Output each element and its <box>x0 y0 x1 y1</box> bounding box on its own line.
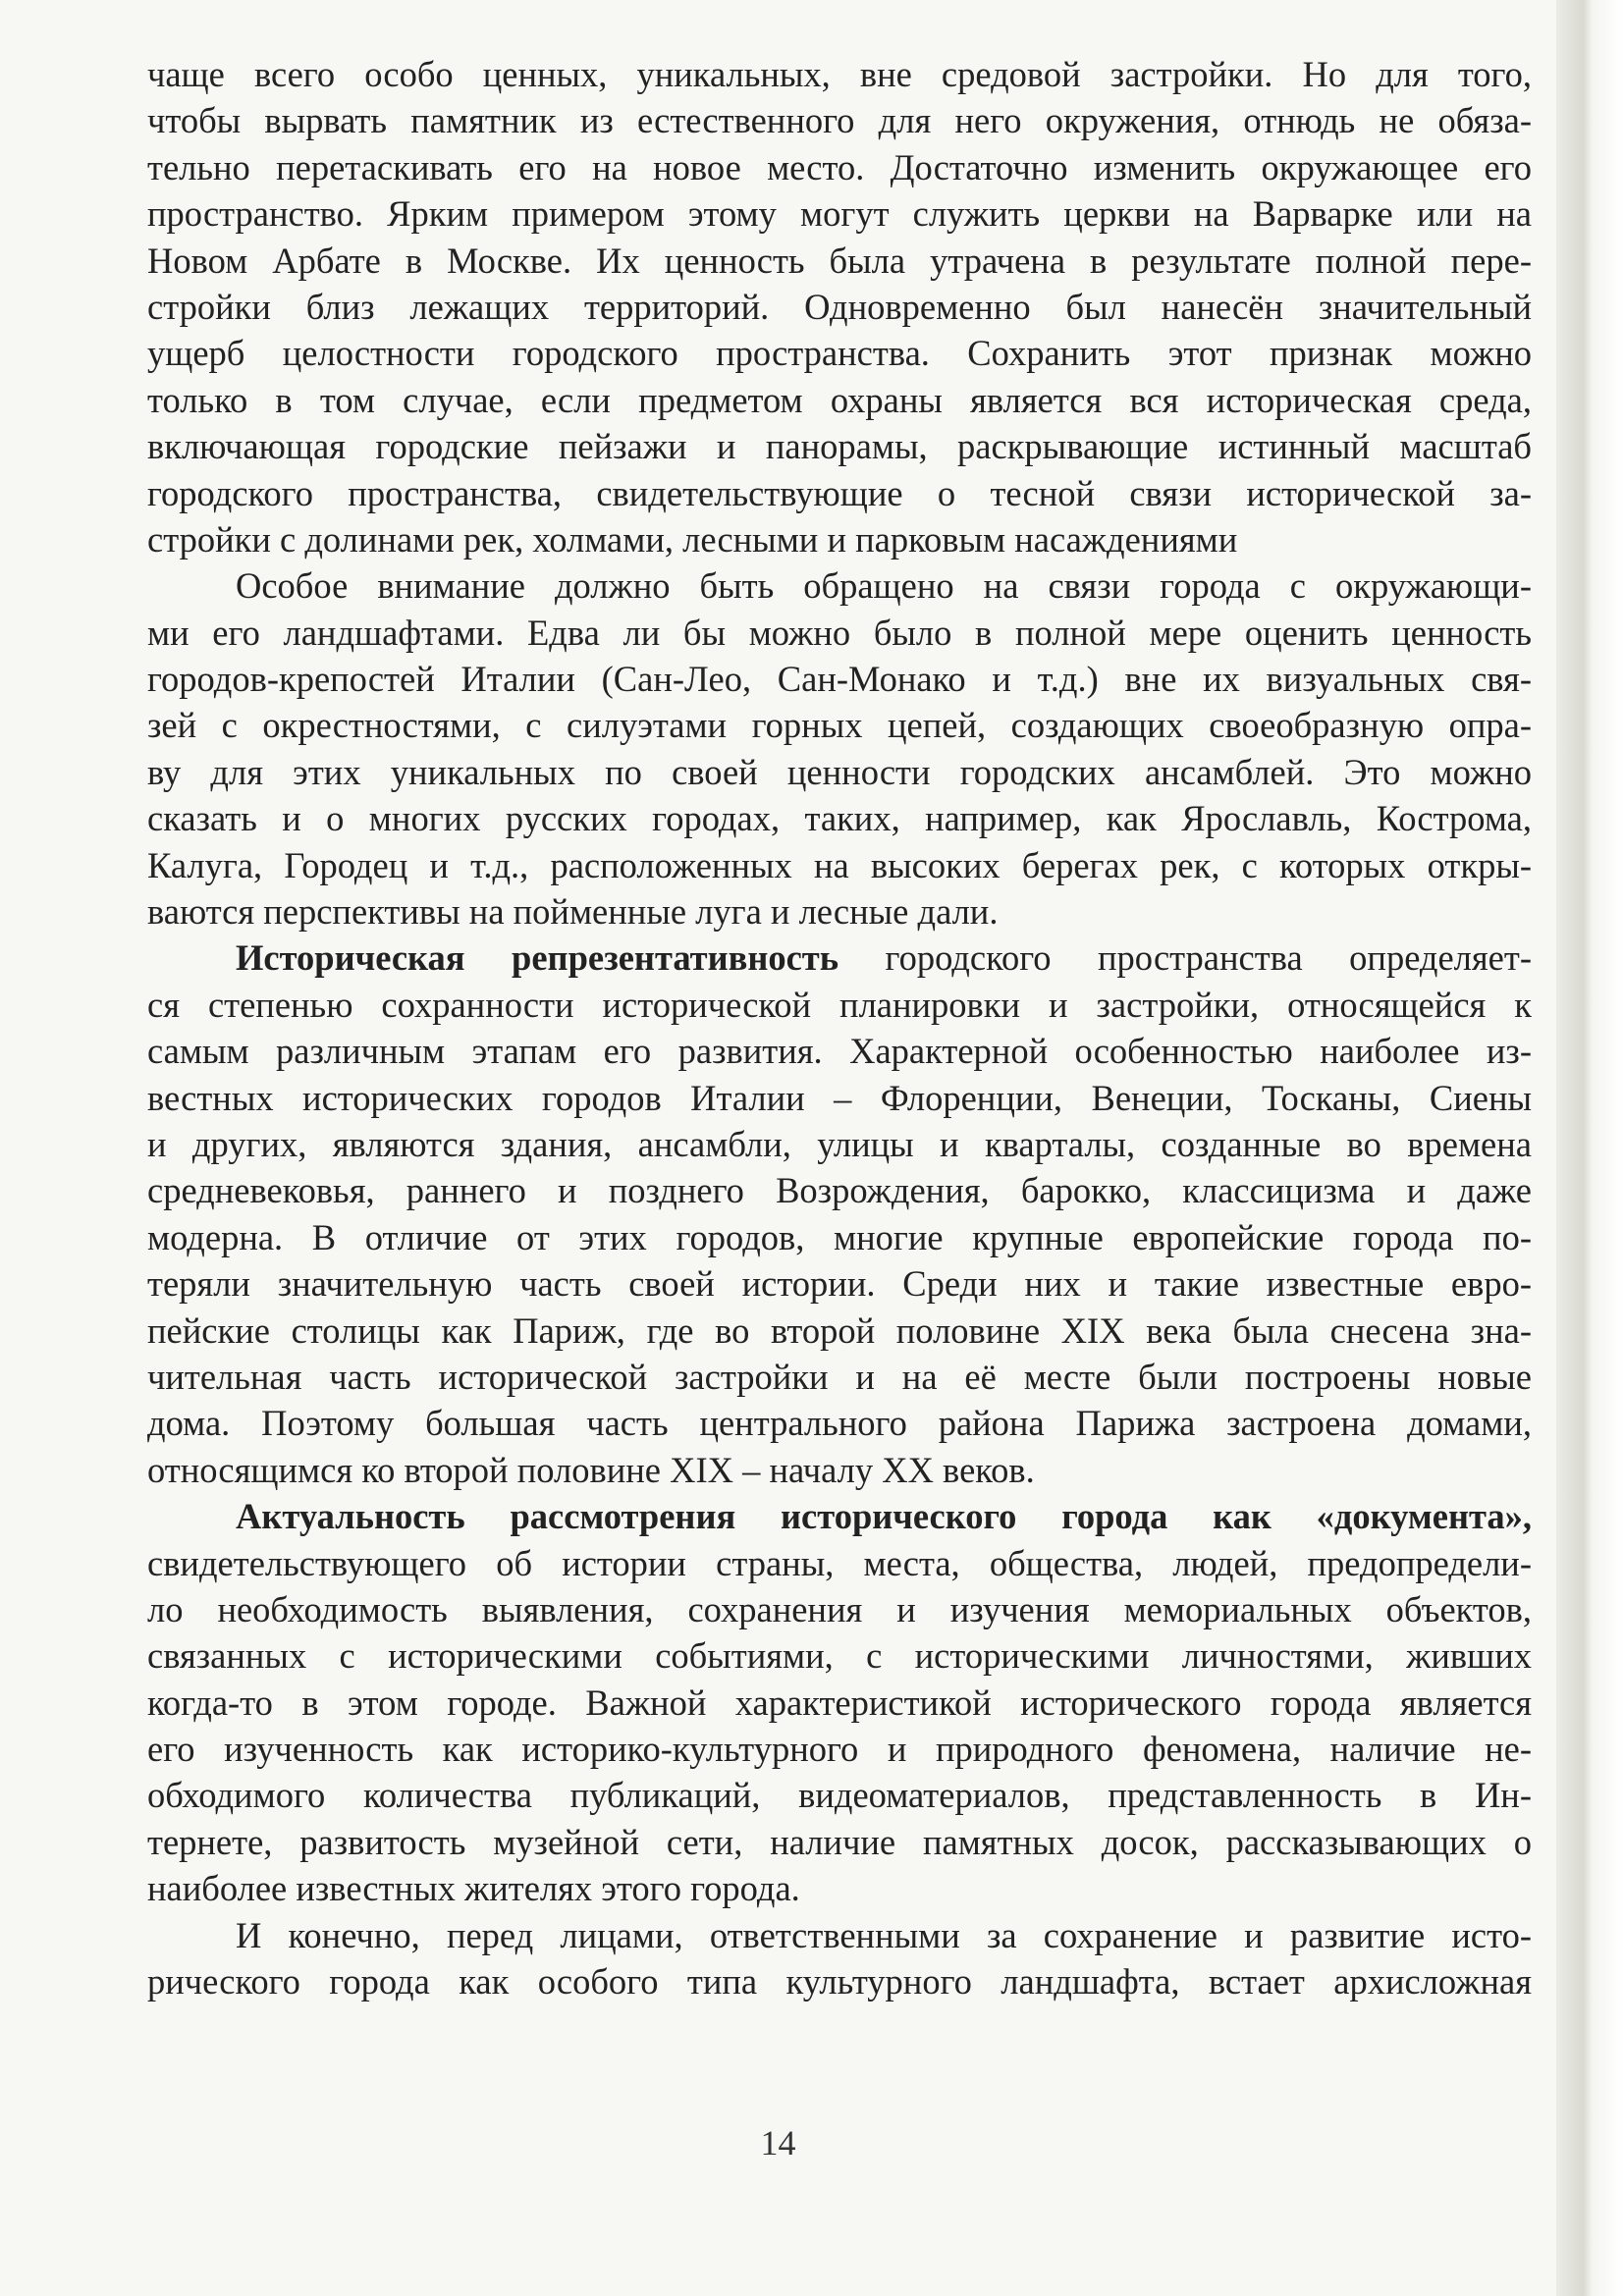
text-line <box>147 238 1532 284</box>
text-line <box>147 1028 1532 1074</box>
text-line <box>147 1958 1532 2004</box>
line-text: пейские столицы как Париж, где во второй половине XIX века была снесена зна- <box>147 1309 1532 1351</box>
text-line <box>147 1865 1532 1911</box>
text-line <box>147 842 1532 888</box>
line-text: тернете, развитость музейной сети, наличие памятных досок, рассказывающих о <box>147 1821 1532 1862</box>
page-number: 14 <box>760 2123 796 2163</box>
page-binding-edge <box>1556 0 1623 2296</box>
text-line <box>147 97 1532 143</box>
text-line <box>147 1308 1532 1354</box>
text-line <box>147 795 1532 841</box>
line-text: зей с окрестностями, с силуэтами горных цепей, создающих своеобразную опра- <box>147 705 1532 746</box>
line-text: Новом Арбате в Москве. Их ценность была утрачена в результате полной пере- <box>147 240 1532 281</box>
text-line <box>147 516 1532 562</box>
text-line <box>147 749 1532 795</box>
line-text: ву для этих уникальных по своей ценности городских ансамблей. Это можно <box>147 751 1532 792</box>
line-text: ло необходимость выявления, сохранения и изучения мемориальных объектов, <box>147 1588 1532 1629</box>
line-text: теряли значительную часть своей истории. Среди них и такие известные евро- <box>147 1263 1532 1305</box>
text-line <box>147 1493 1532 1539</box>
line-text: чтобы вырвать памятник из естественного для него окружения, отнюдь не обяза- <box>147 100 1532 141</box>
line-text: чительная часть исторической застройки и на её месте были построены новые <box>147 1356 1532 1397</box>
line-text: свидетельствующего об истории страны, места, общества, людей, предопредели- <box>147 1542 1532 1583</box>
text-line <box>147 1447 1532 1493</box>
text-line <box>147 1075 1532 1121</box>
line-text: стройки с долинами рек, холмами, лесными и парковым насаждениями <box>147 518 1238 560</box>
text-line <box>147 51 1532 97</box>
text-line <box>147 1540 1532 1586</box>
text-line <box>147 1121 1532 1167</box>
text-line <box>147 377 1532 423</box>
line-text: тельно перетаскивать его на новое место. Достаточно изменить окружающее его <box>147 146 1532 187</box>
line-text: Особое внимание должно быть обращено на связи города с окружающи- <box>236 565 1532 607</box>
text-line <box>147 562 1532 609</box>
body-text <box>147 51 1532 2004</box>
line-text: пространство. Ярким примером этому могут служить церкви на Варварке или на <box>147 193 1532 235</box>
line-text: Калуга, Городец и т.д., расположенных на высоких берегах рек, с которых откры- <box>147 844 1532 885</box>
line-text: и других, являются здания, ансамбли, улицы и кварталы, созданные во времена <box>147 1123 1532 1164</box>
text-line <box>147 470 1532 516</box>
text-line <box>147 1167 1532 1213</box>
line-text: вестных исторических городов Италии – Флоренции, Венеции, Тосканы, Сиены <box>147 1077 1532 1118</box>
line-text: только в том случае, если предметом охраны является вся историческая среда, <box>147 379 1532 420</box>
line-text: рического города как особого типа культурного ландшафта, встает архисложная <box>147 1961 1532 2002</box>
text-line <box>147 1214 1532 1260</box>
line-text: обходимого количества публикаций, видеоматериалов, представленность в Ин- <box>147 1775 1532 1816</box>
line-text: чаще всего особо ценных, уникальных, вне средовой застройки. Но для того, <box>147 54 1532 94</box>
text-line <box>147 610 1532 656</box>
text-line <box>147 1354 1532 1400</box>
line-text: стройки близ лежащих территорий. Одновременно был нанесён значительный <box>147 286 1532 327</box>
line-text: наиболее известных жителях этого города. <box>147 1868 800 1909</box>
text-line <box>147 888 1532 934</box>
text-line <box>147 1726 1532 1772</box>
line-text: самым различным этапам его развития. Характерной особенностью наиболее из- <box>147 1031 1532 1072</box>
line-text: средневековья, раннего и позднего Возрождения, барокко, классицизма и даже <box>147 1170 1532 1211</box>
text-line <box>147 1632 1532 1679</box>
bold-lead-phrase: Актуальность рассмотрения исторического города как «документа», <box>236 1496 1532 1537</box>
line-text: относящимся ко второй половине XIX – началу XX веков. <box>147 1449 1035 1490</box>
text-line <box>147 423 1532 469</box>
text-line <box>147 284 1532 330</box>
line-text: модерна. В отличие от этих городов, многие крупные европейские города по- <box>147 1216 1532 1257</box>
text-line <box>147 190 1532 237</box>
line-text: когда-то в этом городе. Важной характеристикой исторического города является <box>147 1682 1532 1723</box>
line-text: дома. Поэтому большая часть центрального района Парижа застроена домами, <box>147 1403 1532 1444</box>
line-text: ваются перспективы на пойменные луга и лесные дали. <box>147 891 999 933</box>
line-text: городского пространства определяет- <box>839 937 1532 979</box>
text-line <box>147 656 1532 702</box>
text-line <box>147 1586 1532 1632</box>
line-text: И конечно, перед лицами, ответственными за сохранение и развитие исто- <box>236 1914 1532 1955</box>
line-text: ущерб целостности городского пространства. Сохранить этот признак можно <box>147 333 1532 374</box>
line-text: его изученность как историко-культурного и природного феномена, наличие не- <box>147 1729 1532 1770</box>
text-line <box>147 1912 1532 1958</box>
line-text: связанных с историческими событиями, с историческими личностями, живших <box>147 1635 1532 1677</box>
line-text: городов-крепостей Италии (Сан-Лео, Сан-Монако и т.д.) вне их визуальных свя- <box>147 659 1532 700</box>
line-text: ми его ландшафтами. Едва ли бы можно было в полной мере оценить ценность <box>147 612 1532 653</box>
text-line <box>147 144 1532 190</box>
line-text: городского пространства, свидетельствующие о тесной связи исторической за- <box>147 472 1532 513</box>
text-line <box>147 702 1532 748</box>
text-line <box>147 1400 1532 1446</box>
bold-lead-phrase: Историческая репрезентативность <box>236 937 839 979</box>
text-line <box>147 982 1532 1028</box>
text-line <box>147 934 1532 981</box>
line-text: сказать и о многих русских городах, таких, например, как Ярославль, Кострома, <box>147 798 1532 839</box>
line-text: включающая городские пейзажи и панорамы, раскрывающие истинный масштаб <box>147 426 1532 467</box>
line-text: ся степенью сохранности исторической планировки и застройки, относящейся к <box>147 984 1532 1025</box>
text-line <box>147 1772 1532 1818</box>
text-line <box>147 1260 1532 1307</box>
text-line <box>147 1680 1532 1726</box>
text-line <box>147 1819 1532 1865</box>
text-line <box>147 330 1532 376</box>
